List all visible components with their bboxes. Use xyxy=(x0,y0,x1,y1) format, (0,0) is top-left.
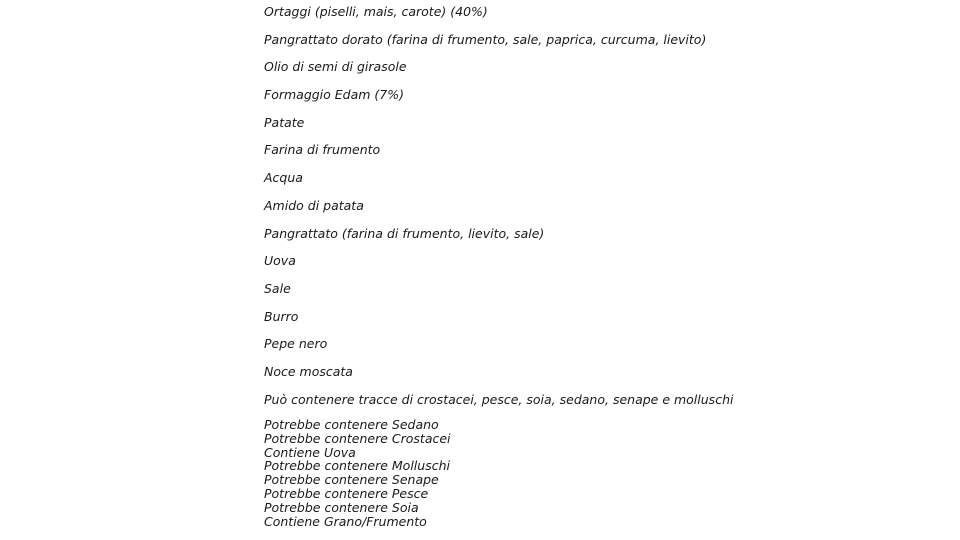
ingredient-item: Farina di frumento xyxy=(264,142,381,158)
ingredient-item: Ortaggi (piselli, mais, carote) (40%) xyxy=(264,4,488,19)
trace-warning: Può contenere tracce di crostacei, pesce, soia, sedano, senape e molluschi xyxy=(264,391,734,407)
ingredient-item: Olio di semi di girasole xyxy=(264,59,407,75)
allergen-list xyxy=(264,418,451,528)
ingredient-item: Pangrattato (farina di frumento, lievito, sale) xyxy=(264,225,545,241)
ingredient-item: Amido di patata xyxy=(264,197,364,213)
allergen-item: Potrebbe contenere Senape xyxy=(264,472,439,488)
ingredient-item: Burro xyxy=(264,308,299,324)
allergen-item: Contiene Uova xyxy=(264,444,356,460)
allergen-item: Potrebbe contenere Pesce xyxy=(264,485,429,501)
ingredient-item: Noce moscata xyxy=(264,363,353,379)
ingredient-item: Formaggio Edam (7%) xyxy=(264,87,405,103)
allergen-item: Potrebbe contenere Molluschi xyxy=(264,458,450,474)
ingredient-list xyxy=(264,4,733,419)
ingredient-item: Sale xyxy=(264,280,291,296)
allergen-item: Potrebbe contenere Sedano xyxy=(264,417,439,432)
ingredient-item: Pangrattato dorato (farina di frumento, sale, paprica, curcuma, lievito) xyxy=(264,31,707,47)
allergen-item: Potrebbe contenere Soia xyxy=(264,499,419,515)
ingredient-item: Uova xyxy=(264,253,296,269)
allergen-item: Contiene Grano/Frumento xyxy=(264,513,427,529)
ingredient-item: Pepe nero xyxy=(264,336,328,352)
ingredient-item: Patate xyxy=(264,114,305,130)
allergen-item: Potrebbe contenere Crostacei xyxy=(264,430,451,446)
ingredient-item: Acqua xyxy=(264,170,303,186)
